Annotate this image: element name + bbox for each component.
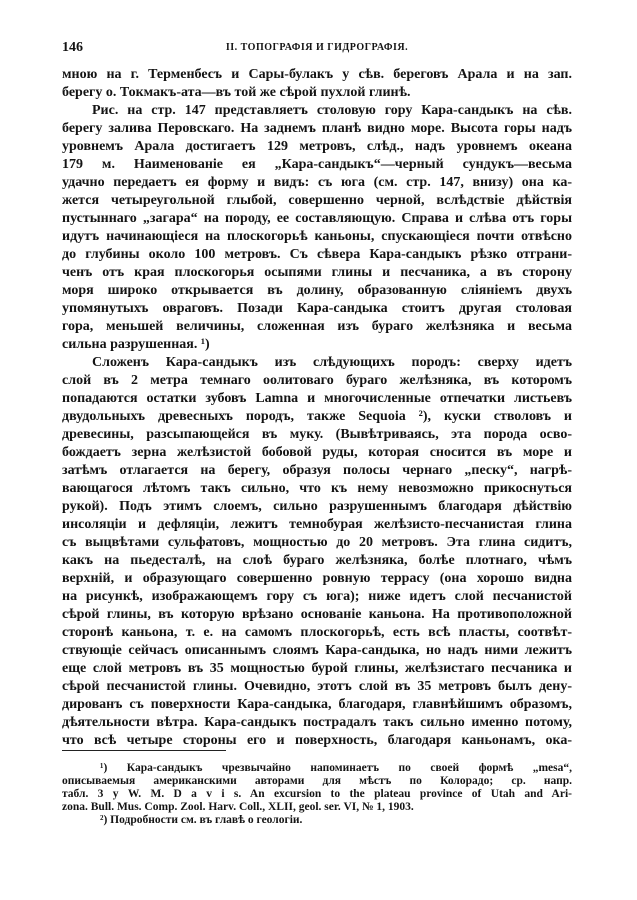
footnote-divider (62, 750, 226, 751)
text-line: упомянутыхъ овраговъ. Позади Кара-сандыка стоитъ другая столовая (62, 301, 572, 316)
text-line: попадаются остатки зубовъ Lamna и многочисленные отпечатки листьевъ (62, 391, 572, 406)
text-line: слой въ 2 метра темнаго оолитоваго бураго желѣзняка, въ которомъ (62, 373, 572, 388)
text-line: сторонѣ каньона, т. е. на самомъ плоскогорьѣ, есть всѣ пласты, соотвѣт- (62, 625, 572, 640)
text-line: 179 м. Наименованіе ея „Кара-сандыкъ“—черный сундукъ—весьма (62, 157, 572, 172)
footnote-line: табл. 3 у W. M. D a v i s. An excursion to the plateau province of Utah and Ari- (62, 788, 572, 800)
text-line: на рисункѣ, изображающемъ гору съ юга); ниже идетъ слой песчанистой (62, 589, 572, 604)
text-line: дѣятельности вѣтра. Кара-сандыкъ пострадалъ такъ сильно именно потому, (62, 715, 572, 730)
text-line: берегу залива Перовскаго. На заднемъ планѣ видно море. Высота горы надъ (62, 121, 572, 136)
text-line: до глубины около 100 метровъ. Съ сѣвера Кара-сандыкъ рѣзко отграни- (62, 247, 572, 262)
text-line: мною на г. Терменбесъ и Сары-булакъ у сѣв. береговъ Арала и на зап. (62, 67, 572, 82)
text-line: инсоляціи и дефляціи, лежитъ темнобурая желѣзисто-песчанистая глина (62, 517, 572, 532)
text-line: что всѣ четыре стороны его и поверхность, благодаря каньонамъ, ока- (62, 733, 572, 748)
footnote-line: описываемыя американскими авторами для мѣстъ по Колорадо; ср. напр. (62, 775, 572, 787)
footnote-line: ¹) Кара-сандыкъ чрезвычайно напоминаетъ по своей формѣ „mesa“, (100, 762, 572, 774)
text-line: уровнемъ Арала достигаетъ 129 метровъ, слѣд., надъ уровнемъ океана (62, 139, 572, 154)
text-line: дированъ съ поверхности Кара-сандыка, благодаря, главнѣйшимъ образомъ, (62, 697, 572, 712)
text-line: ченъ отъ края плоскогорья осыпями глины и песчаника, а въ сторону (62, 265, 572, 280)
text-line: древесины, разсыпающейся въ муку. (Вывѣтриваясь, эта порода осво- (62, 427, 572, 442)
text-line: съ выцвѣтами сульфатовъ, мощностью до 20 метровъ. Эта глина сидитъ, (62, 535, 572, 550)
text-line: моря широко открывается въ долину, образованную сліяніемъ двухъ (62, 283, 572, 298)
page-number: 146 (62, 40, 83, 55)
text-line: двудольныхъ древесныхъ породъ, также Sequoia ²), куски стволовъ и (62, 409, 572, 424)
text-line: вающагося лѣтомъ такъ сильно, что къ нему невозможно прикоснуться (62, 481, 572, 496)
footnote-line: ²) Подробности см. въ главѣ о геологіи. (100, 814, 303, 826)
text-line: гора, меньшей величины, сложенная изъ бураго желѣзняка и весьма (62, 319, 572, 334)
text-line: рукой). Подъ этимъ слоемъ, сильно разрушеннымъ благодаря дѣйствію (62, 499, 572, 514)
text-line: ствующіе сейчасъ описаннымъ слоямъ Кара-сандыка, но надъ ними лежитъ (62, 643, 572, 658)
text-line: жется четыреугольной глыбой, совершенно черной, вслѣдствіе дѣйствія (62, 193, 572, 208)
text-line: сильна разрушенная. ¹) (62, 337, 210, 352)
text-line: еще слой метровъ въ 35 мощностью бурой глины, желѣзистаго песчаника и (62, 661, 572, 676)
text-line: Рис. на стр. 147 представляетъ столовую гору Кара-сандыкъ на сѣв. (92, 103, 572, 118)
text-line: какъ на пьедесталѣ, на слоѣ бураго желѣзняка, болѣе плотнаго, чѣмъ (62, 553, 572, 568)
chapter-title: II. ТОПОГРАФІЯ И ГИДРОГРАФІЯ. (225, 42, 409, 53)
text-line: сѣрой песчанистой глины. Очевидно, этотъ слой въ 35 метровъ былъ дену- (62, 679, 572, 694)
text-line: идутъ начинающіеся на плоскогорьѣ каньоны, спускающіеся почти отвѣсно (62, 229, 572, 244)
text-line: удачно передаетъ ея форму и видъ: съ юга (см. стр. 147, внизу) она ка- (62, 175, 572, 190)
text-line: затѣмъ отлагается на берегу, образуя полосы чернаго „песку“, нагрѣ- (62, 463, 572, 478)
running-head (62, 40, 572, 56)
text-line: бождаетъ зерна желѣзистой бобовой руды, которая сносится въ море и (62, 445, 572, 460)
text-line: верхній, и образующаго совершенно ровную террасу (она хорошо видна (62, 571, 572, 586)
text-line: пустыннаго „загара“ на породу, ее составляющую. Справа и слѣва отъ горы (62, 211, 572, 226)
body-text (62, 66, 572, 750)
footnote-line: zona. Bull. Mus. Comp. Zool. Harv. Coll., XLII, geol. ser. VI, № 1, 1903. (62, 801, 414, 813)
footnotes (62, 762, 572, 827)
text-line: берегу о. Токмакъ-ата—въ той же сѣрой пухлой глинѣ. (62, 85, 411, 100)
text-line: Сложенъ Кара-сандыкъ изъ слѣдующихъ породъ: сверху идетъ (92, 355, 572, 370)
text-line: сѣрой глины, въ которую врѣзано основаніе каньона. На противоположной (62, 607, 572, 622)
